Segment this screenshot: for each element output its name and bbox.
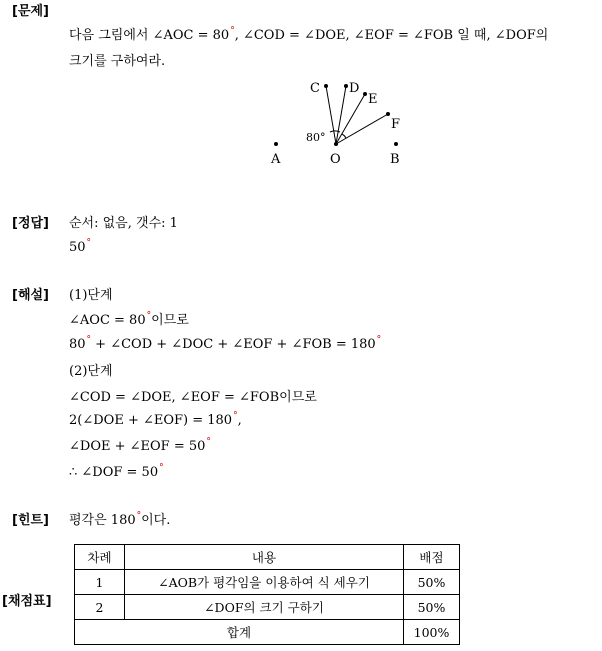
table-header-row [75,545,460,570]
degree-mark: ° [86,238,92,248]
answer-label: [정답] [12,216,49,231]
point-d [344,84,348,88]
angle-arc [330,131,340,132]
degree-mark: ° [376,335,382,345]
point-b [394,142,398,146]
ray-oc [326,86,336,144]
row-content: ∠DOF의 크기 구하기 [125,595,404,620]
explanation-line-6: ∴ ∠DOF = 50° [69,463,164,480]
step-1-heading: (1)단계 [69,288,113,303]
explanation-line-4: 2(∠DOE + ∠EOF) = 180°, [69,411,242,428]
header-order: 차례 [75,545,125,570]
row-points: 50% [404,570,460,595]
table-row [75,570,460,595]
point-a [274,142,278,146]
row-order: 1 [75,570,125,595]
explanation-line-3: ∠COD = ∠DOE, ∠EOF = ∠FOB이므로 [69,390,317,405]
table-row [75,595,460,620]
degree-mark: ° [86,335,92,345]
header-content: 내용 [125,545,404,570]
ray-of [336,114,388,144]
table-total-row [75,620,460,645]
point-e [363,92,367,96]
explanation-line-2: 80° + ∠COD + ∠DOC + ∠EOF + ∠FOB = 180° [69,335,382,352]
header-points: 배점 [404,545,460,570]
point-o [334,142,338,146]
total-value: 100% [404,620,460,645]
explanation-line-1: ∠AOC = 80°이므로 [69,311,189,328]
label-f: F [391,117,401,132]
answer-value: 50° [69,238,92,255]
hint-label: [힌트] [12,513,49,528]
problem-line-1: 다음 그림에서 ∠AOC = 80°, ∠COD = ∠DOE, ∠EOF = ∠FOB 일 때, ∠DOF의 [69,26,549,43]
step-2-heading: (2)단계 [69,364,113,379]
label-o: O [330,152,341,167]
problem-line-2: 크기를 구하여라. [69,54,166,69]
degree-mark: ° [233,411,238,421]
problem-label: [문제] [12,4,49,19]
row-content: ∠AOB가 평각임을 이용하여 식 세우기 [125,570,404,595]
total-label: 합계 [75,620,404,645]
degree-mark: ° [230,26,235,36]
hint-text: 평각은 180°이다. [69,511,171,528]
point-c [324,84,328,88]
row-points: 50% [404,595,460,620]
degree-mark: ° [206,437,211,447]
label-a: A [271,152,281,167]
degree-mark: ° [159,463,164,473]
label-80deg: 80° [306,131,326,144]
degree-mark: ° [146,311,152,321]
explanation-label: [해설] [12,288,49,303]
label-d: D [349,81,360,96]
label-c: C [310,81,320,96]
angle-arc-small [342,134,346,138]
explanation-line-5: ∠DOE + ∠EOF = 50° [69,437,211,454]
row-order: 2 [75,595,125,620]
label-e: E [368,92,378,107]
angle-figure [260,72,420,172]
point-f [386,112,390,116]
degree-mark: ° [136,511,142,521]
label-b: B [390,152,400,167]
scoring-label: [채점표] [2,594,52,609]
scoring-table [74,544,460,645]
answer-meta: 순서: 없음, 갯수: 1 [69,216,178,231]
